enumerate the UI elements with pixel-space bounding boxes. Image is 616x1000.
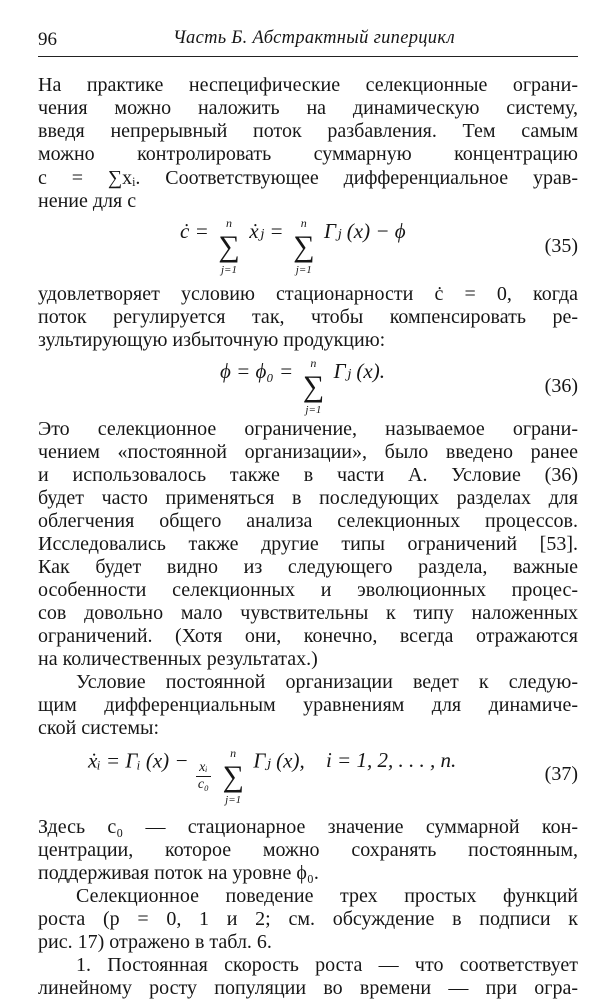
text-line: и использовалось также в части А. Условие (36) <box>38 464 578 486</box>
sum-symbol: n ∑ j=1 <box>218 216 240 276</box>
equation-35 <box>38 216 578 276</box>
equation-36 <box>38 356 578 416</box>
text-line: введя непрерывный поток разбавления. Тем самым <box>38 120 578 142</box>
equation-number: (37) <box>544 763 578 785</box>
fraction: $\frac{\text{xᵢ}}{\text{c₀}}$ <box>197 760 209 792</box>
text-line: чения можно наложить на динамическую систему, <box>38 97 578 119</box>
text-line: можно контролировать суммарную концентрацию <box>38 143 578 165</box>
eq37-term: Γⱼ (x), <box>253 748 305 773</box>
text-line: 1. Постоянная скорость роста — что соответствует <box>76 954 578 976</box>
text-line: Здесь c₀ — стационарное значение суммарной кон- <box>38 816 578 838</box>
text-line: линейному росту популяции во времени — при огра- <box>38 977 578 999</box>
text-line: на количественных результатах.) <box>38 648 318 670</box>
text-line: облегчения общего анализа селекционных процессов. <box>38 510 578 532</box>
text-line: роста (p = 0, 1 и 2; см. обсуждение в подписи к <box>38 908 578 930</box>
page <box>38 26 578 999</box>
text-line: сов довольно мало чувствительны к типу наложенных <box>38 602 578 624</box>
eq37-index-range: i = 1, 2, . . . , n. <box>325 748 457 773</box>
text-line: поток регулируется так, чтобы компенсировать ре- <box>38 306 578 328</box>
running-header <box>38 26 578 57</box>
eq35-term2: Γⱼ (x) − ϕ <box>324 218 406 243</box>
text-line: центрации, которое можно сохранять постоянным, <box>38 839 578 861</box>
eq35-term1: ẋⱼ = <box>249 218 284 243</box>
text-line: ограничений. (Хотя они, конечно, всегда отражаются <box>38 625 578 647</box>
equation-number: (35) <box>544 235 578 257</box>
sum-symbol: n ∑ j=1 <box>302 356 325 416</box>
text-line: чением «постоянной организации», было введено ранее <box>38 441 578 463</box>
equation-37 <box>38 745 578 806</box>
text-line: Исследовались также другие типы ограничений [53]. <box>38 533 578 555</box>
text-line: ской системы: <box>38 717 160 739</box>
text-line: На практике неспецифические селекционные ограни- <box>38 74 578 96</box>
page-number: 96 <box>38 29 57 50</box>
eq37-lhs: ẋᵢ = Γᵢ (x) − <box>88 748 189 773</box>
text-line: щим дифференциальным уравнениям для динамиче- <box>38 694 578 716</box>
text-line: будет часто применяться в последующих разделах для <box>38 487 578 509</box>
eq36-lhs: ϕ = ϕ₀ = <box>220 358 294 383</box>
text-line: Как будет видно из следующего раздела, важные <box>38 556 578 578</box>
sum-symbol: n ∑ j=1 <box>293 216 315 276</box>
eq35-lhs: ċ = <box>180 218 209 243</box>
running-title: Часть Б. Абстрактный гиперцикл <box>173 28 456 48</box>
text-line: удовлетворяет условию стационарности ċ = 0, когда <box>38 283 578 305</box>
text-line: зультирующую избыточную продукцию: <box>38 329 386 351</box>
text-line: нение для c <box>38 190 137 212</box>
equation-number: (36) <box>544 375 578 397</box>
text-line: рис. 17) отражено в табл. 6. <box>38 931 272 953</box>
text-line: поддерживая поток на уровне ϕ₀. <box>38 862 319 884</box>
text-line: Это селекционное ограничение, называемое ограни- <box>38 418 578 440</box>
text-line: Селекционное поведение трех простых функций <box>76 885 578 907</box>
text-line: c = ∑xᵢ. Соответствующее дифференциальное урав- <box>38 167 578 189</box>
text-line: Условие постоянной организации ведет к следую- <box>76 671 578 693</box>
text-line: особенности селекционных и эволюционных процес- <box>38 579 578 601</box>
eq36-term: Γⱼ (x). <box>333 358 385 383</box>
sum-symbol: n ∑ j=1 <box>222 745 244 806</box>
